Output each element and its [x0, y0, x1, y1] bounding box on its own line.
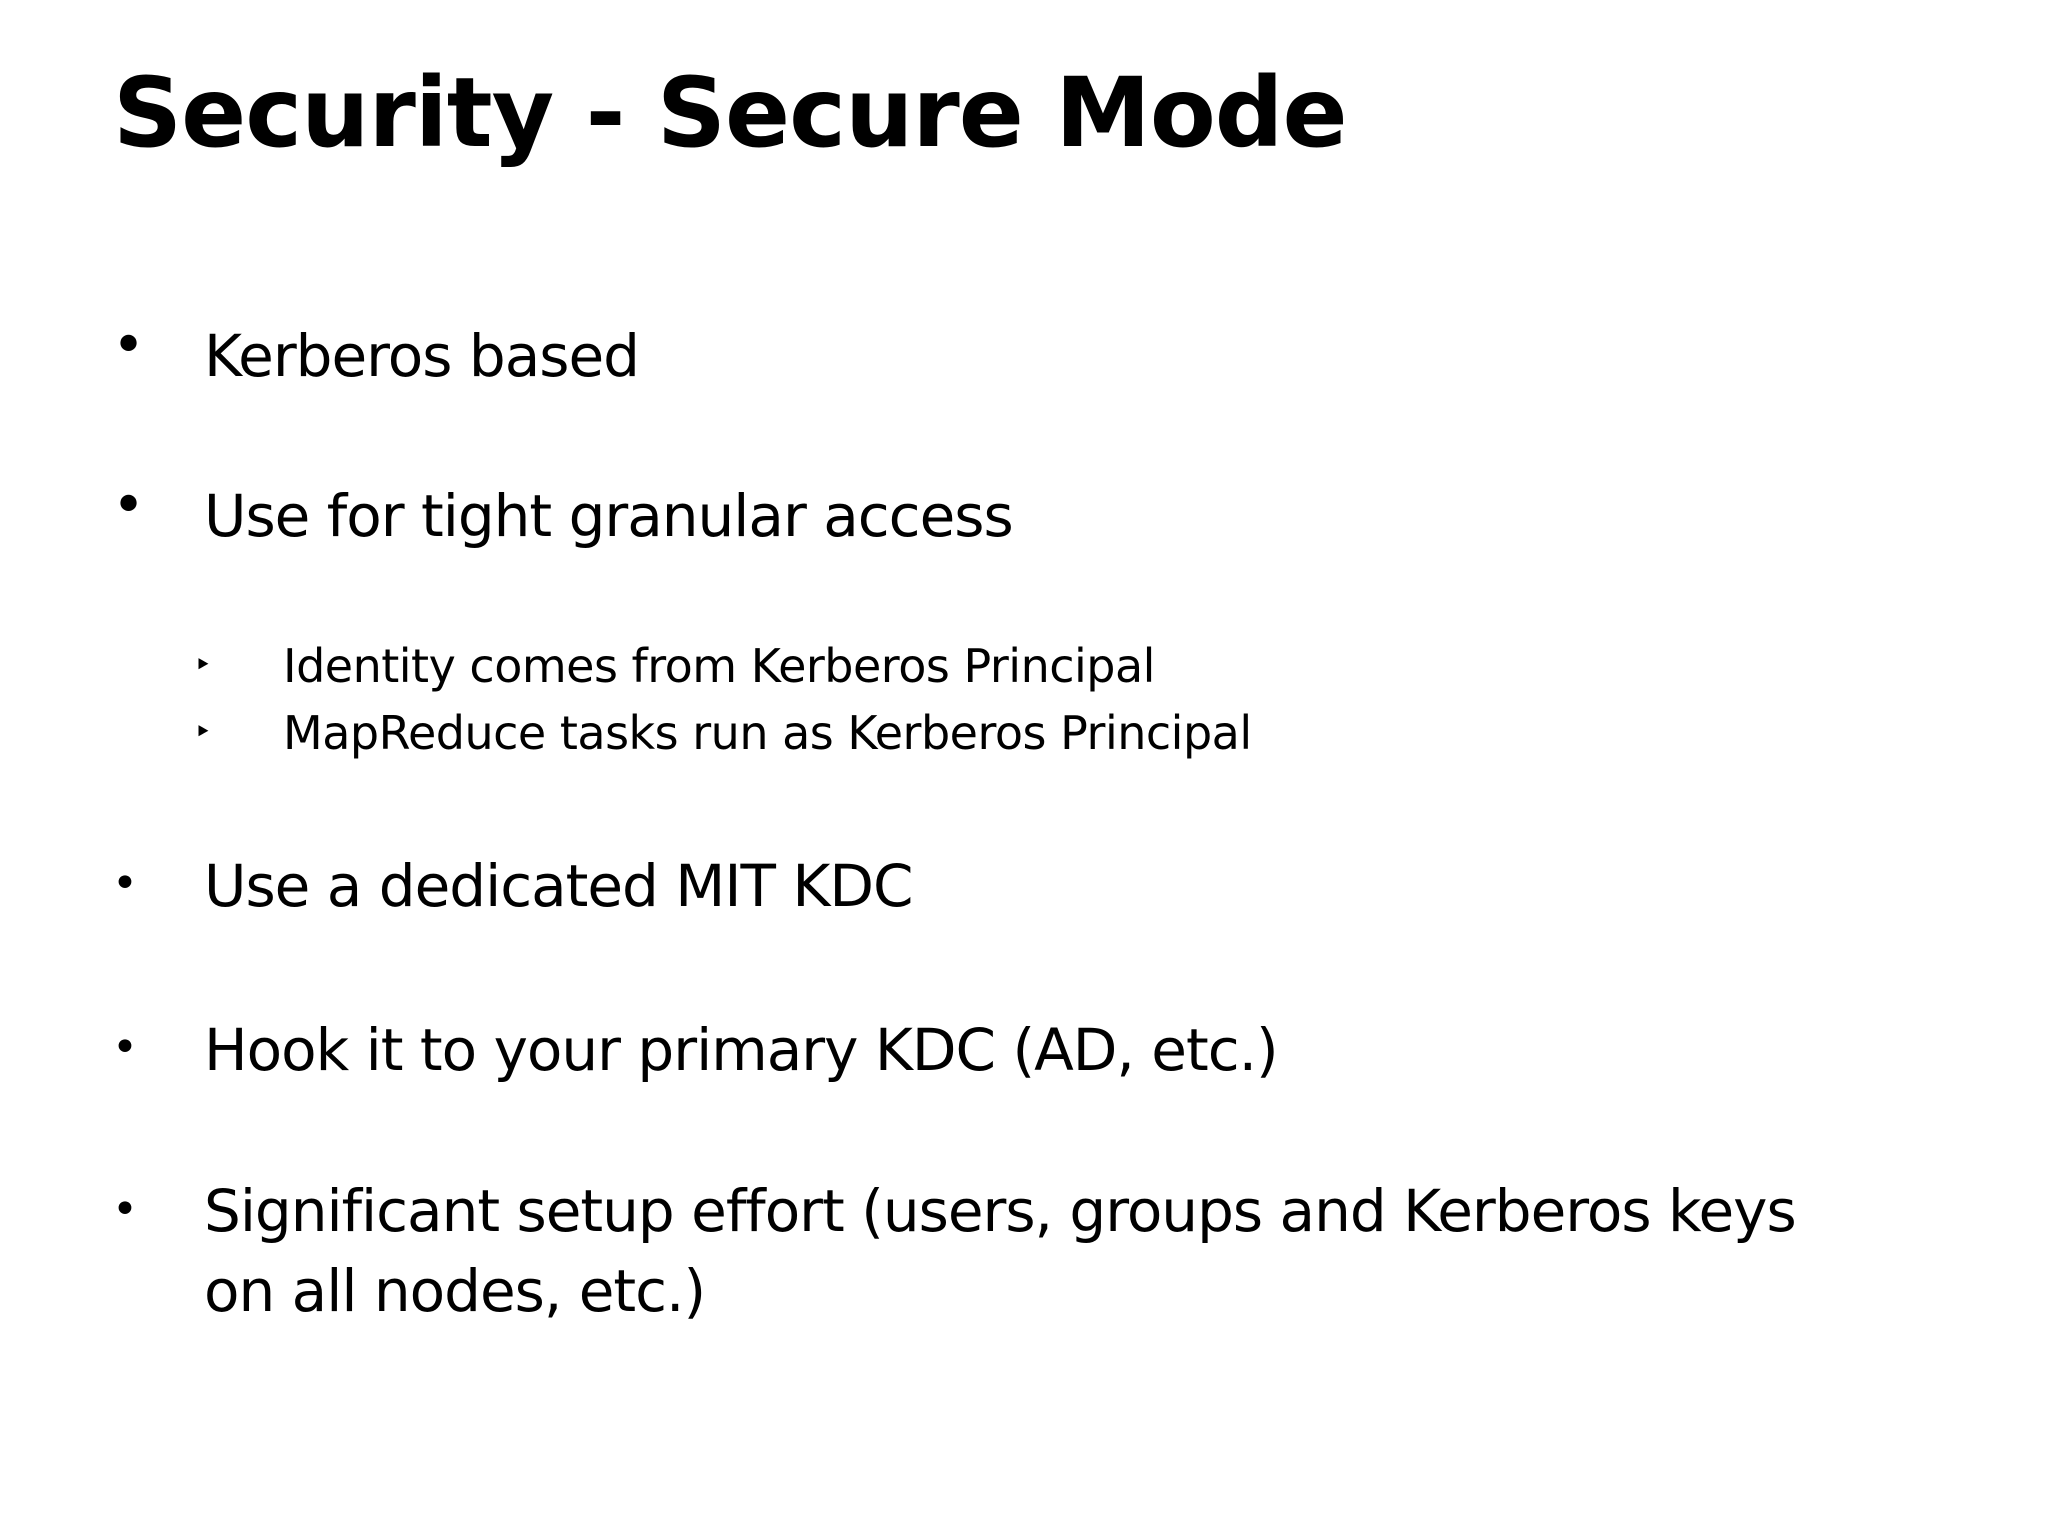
bullet-text: Use a dedicated MIT KDC — [204, 852, 913, 920]
sub-bullet-marker: ‣ — [194, 715, 212, 750]
bullet-marker: • — [112, 473, 146, 538]
bullet-marker: • — [112, 1184, 138, 1235]
bullet-text-line-2: on all nodes, etc.) — [204, 1257, 706, 1325]
sub-bullet-text: MapReduce tasks run as Kerberos Principal — [283, 706, 1252, 760]
bullet-text: Kerberos based — [204, 322, 639, 390]
bullet-marker: • — [112, 858, 138, 909]
slide-title: Security - Secure Mode — [113, 57, 1347, 169]
bullet-text: Hook it to your primary KDC (AD, etc.) — [204, 1016, 1278, 1084]
sub-bullet-text: Identity comes from Kerberos Principal — [283, 639, 1155, 693]
bullet-text-line-1: Significant setup effort (users, groups and Kerberos keys — [204, 1177, 1796, 1245]
bullet-text: Use for tight granular access — [204, 482, 1013, 550]
sub-bullet-marker: ‣ — [194, 648, 212, 683]
bullet-marker: • — [112, 313, 146, 378]
bullet-marker: • — [112, 1022, 138, 1073]
